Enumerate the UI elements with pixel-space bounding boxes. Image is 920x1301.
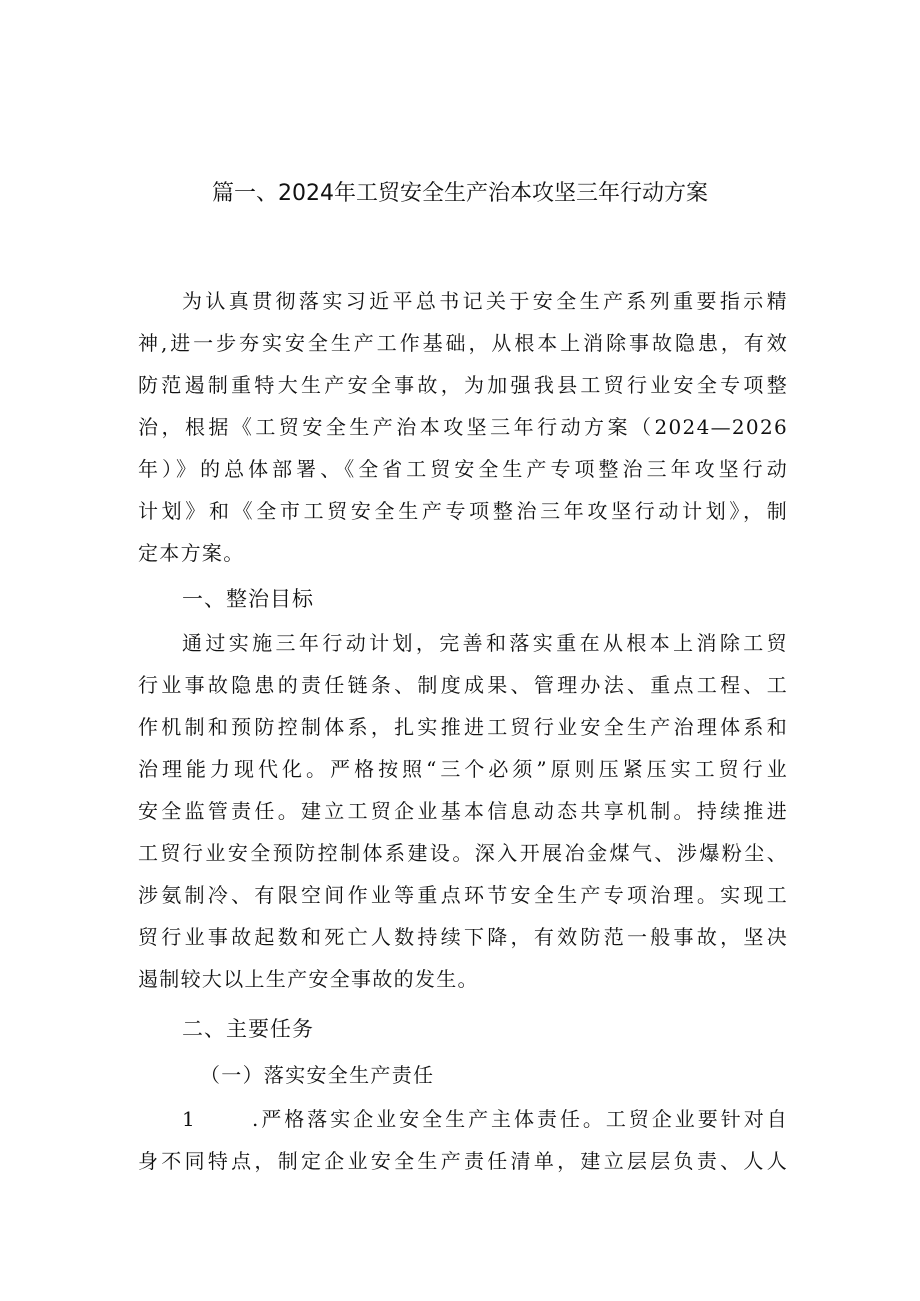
- goals-line: 工贸行业安全预防控制体系建设。深入开展冶金煤气、涉爆粉尘、: [138, 841, 788, 865]
- intro-line: 计划》和《全市工贸安全生产专项整治三年攻坚行动计划》，制: [138, 499, 788, 523]
- section-heading-tasks: 二、主要任务: [182, 1017, 314, 1041]
- section-heading-goals: 一、整治目标: [182, 587, 314, 611]
- goals-line: 治理能力现代化。严格按照“三个必须”原则压紧压实工贸行业: [138, 757, 788, 781]
- intro-line: 防范遏制重特大生产安全事故，为加强我县工贸行业安全专项整: [138, 373, 788, 397]
- intro-line: 神,进一步夯实安全生产工作基础，从根本上消除事故隐患，有效: [138, 331, 788, 355]
- item-number: 1: [182, 1107, 195, 1131]
- goals-line: 作机制和预防控制体系，扎实推进工贸行业安全生产治理体系和: [138, 715, 788, 739]
- goals-line: 遏制较大以上生产安全事故的发生。: [138, 967, 479, 991]
- item-line: .严格落实企业安全生产主体责任。工贸企业要针对自: [252, 1107, 788, 1131]
- subsection-heading: （一）落实安全生产责任: [200, 1063, 435, 1087]
- intro-line: 为认真贯彻落实习近平总书记关于安全生产系列重要指示精: [182, 289, 788, 313]
- intro-line: 年）》的总体部署、《全省工贸安全生产专项整治三年攻坚行动: [138, 457, 788, 481]
- goals-line: 通过实施三年行动计划，完善和落实重在从根本上消除工贸: [182, 631, 788, 655]
- intro-line: 治，根据《工贸安全生产治本攻坚三年行动方案（2024—2026: [138, 415, 788, 439]
- goals-line: 涉氨制冷、有限空间作业等重点环节安全生产专项治理。实现工: [138, 883, 788, 907]
- goals-line: 贸行业事故起数和死亡人数持续下降，有效防范一般事故，坚决: [138, 925, 788, 949]
- item-line: 身不同特点，制定企业安全生产责任清单，建立层层负责、人人: [138, 1149, 788, 1173]
- document-title: 篇一、2024年工贸安全生产治本攻坚三年行动方案: [212, 181, 708, 206]
- goals-line: 安全监管责任。建立工贸企业基本信息动态共享机制。持续推进: [138, 799, 788, 823]
- goals-line: 行业事故隐患的责任链条、制度成果、管理办法、重点工程、工: [138, 673, 788, 697]
- intro-line: 定本方案。: [138, 541, 245, 565]
